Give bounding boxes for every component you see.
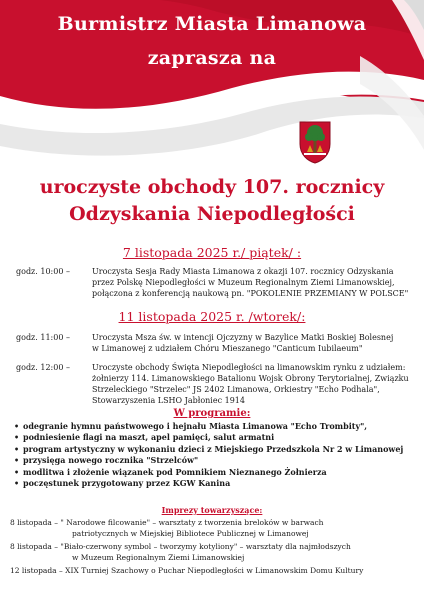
schedule-line: Uroczysta Msza św. w intencji Ojczyzny w Bazylice Matki Boskiej Bolesnej	[92, 333, 394, 342]
header-line-1: Burmistrz Miasta Limanowa	[57, 13, 367, 35]
list-item	[14, 421, 420, 432]
schedule-line: Uroczysta Sesja Rady Miasta Limanowa z okazji 107. rocznicy Odzyskania	[92, 267, 394, 276]
accompanying-event-continuation: patriotycznych w Miejskiej Bibliotece Publicznej w Limanowej	[72, 528, 309, 538]
accompanying-event-item	[10, 566, 420, 577]
program-heading: W programie:	[173, 408, 251, 419]
program-item-text: przysięga nowego rocznika "Strzelców"	[23, 455, 199, 466]
bullet-icon: •	[14, 477, 20, 488]
accompanying-event-item	[10, 518, 420, 539]
schedule-line: przez Polskę Niepodległości w Muzeum Regionalnym Ziemi Limanowskiej,	[92, 278, 395, 287]
schedule-line: Uroczyste obchody Święta Niepodległości na limanowskim rynku z udziałem:	[92, 363, 406, 372]
schedule-line: połączona z konferencją naukową pn. "POKOLENIE PRZEMIANY W POLSCE"	[92, 289, 409, 298]
accompanying-events-heading: Imprezy towarzyszące:	[161, 505, 263, 515]
program-item-text: podniesienie flagi na maszt, apel pamięci, salut armatni	[23, 432, 275, 443]
list-item	[14, 432, 420, 443]
schedule-line: w Limanowej z udziałem Chóru Mieszanego "Canticum Iubilaeum"	[92, 344, 363, 353]
schedule-description	[92, 332, 418, 354]
accompanying-event-line: 12 listopada – XIX Turniej Szachowy o Puchar Niepodległości w Limanowskim Domu Kultury	[10, 566, 364, 575]
schedule-line: Stowarzyszenia LSHO Jabłoniec 1914	[92, 396, 245, 405]
day-heading-nov-11: 11 listopada 2025 r. /wtorek/:	[118, 309, 306, 324]
event-title-line-2: Odzyskania Niepodległości	[69, 203, 355, 225]
program-item-text: program artystyczny w wykonaniu dzieci z Miejskiego Przedszkola Nr 2 w Limanowej	[23, 443, 404, 454]
header-line-2: zaprasza na	[147, 47, 277, 69]
accompanying-event-continuation: w Muzeum Regionalnym Ziemi Limanowskiej	[72, 552, 245, 562]
accompanying-event-item	[10, 542, 420, 563]
program-item-text: odegranie hymnu państwowego i hejnału Miasta Limanowa "Echo Trombity",	[23, 421, 368, 431]
list-item	[14, 478, 420, 489]
schedule-line: Strzeleckiego "Strzelec" JS 2402 Limanowa, Orkiestry "Echo Podhala",	[92, 385, 380, 394]
bullet-icon: •	[14, 443, 20, 454]
program-item-text: poczęstunek przygotowany przez KGW Kanina	[23, 477, 231, 488]
list-item	[14, 455, 420, 466]
program-list	[14, 421, 420, 489]
bullet-icon: •	[14, 466, 20, 477]
schedule-time: godz. 11:00 –	[16, 333, 70, 342]
day-heading-nov-7: 7 listopada 2025 r./ piątek/ :	[122, 245, 302, 260]
schedule-item	[16, 332, 418, 354]
accompanying-event-line: 8 listopada – " Narodowe filcowanie" – warsztaty z tworzenia breloków w barwach	[10, 518, 324, 527]
schedule-item	[16, 266, 418, 299]
bullet-icon: •	[14, 432, 20, 443]
bullet-icon: •	[14, 455, 20, 466]
event-title-line-1: uroczyste obchody 107. rocznicy	[39, 176, 385, 198]
program-item-text: modlitwa i złożenie wiązanek pod Pomnikiem Nieznanego Żołnierza	[23, 466, 327, 477]
schedule-description	[92, 362, 418, 406]
schedule-time: godz. 10:00 –	[16, 267, 70, 276]
schedule-line: żołnierzy 114. Limanowskiego Batalionu Wojsk Obrony Terytorialnej, Związku	[92, 374, 409, 383]
bullet-icon: •	[14, 421, 20, 431]
accompanying-event-line: 8 listopada – "Biało-czerwony symbol – tworzymy kotyliony" – warsztaty dla najmłodszych	[10, 542, 351, 551]
list-item	[14, 467, 420, 478]
list-item	[14, 444, 420, 455]
schedule-item	[16, 362, 418, 406]
schedule-time: godz. 12:00 –	[16, 363, 70, 372]
schedule-description	[92, 266, 418, 299]
limanowa-coat-of-arms-icon	[298, 120, 332, 164]
